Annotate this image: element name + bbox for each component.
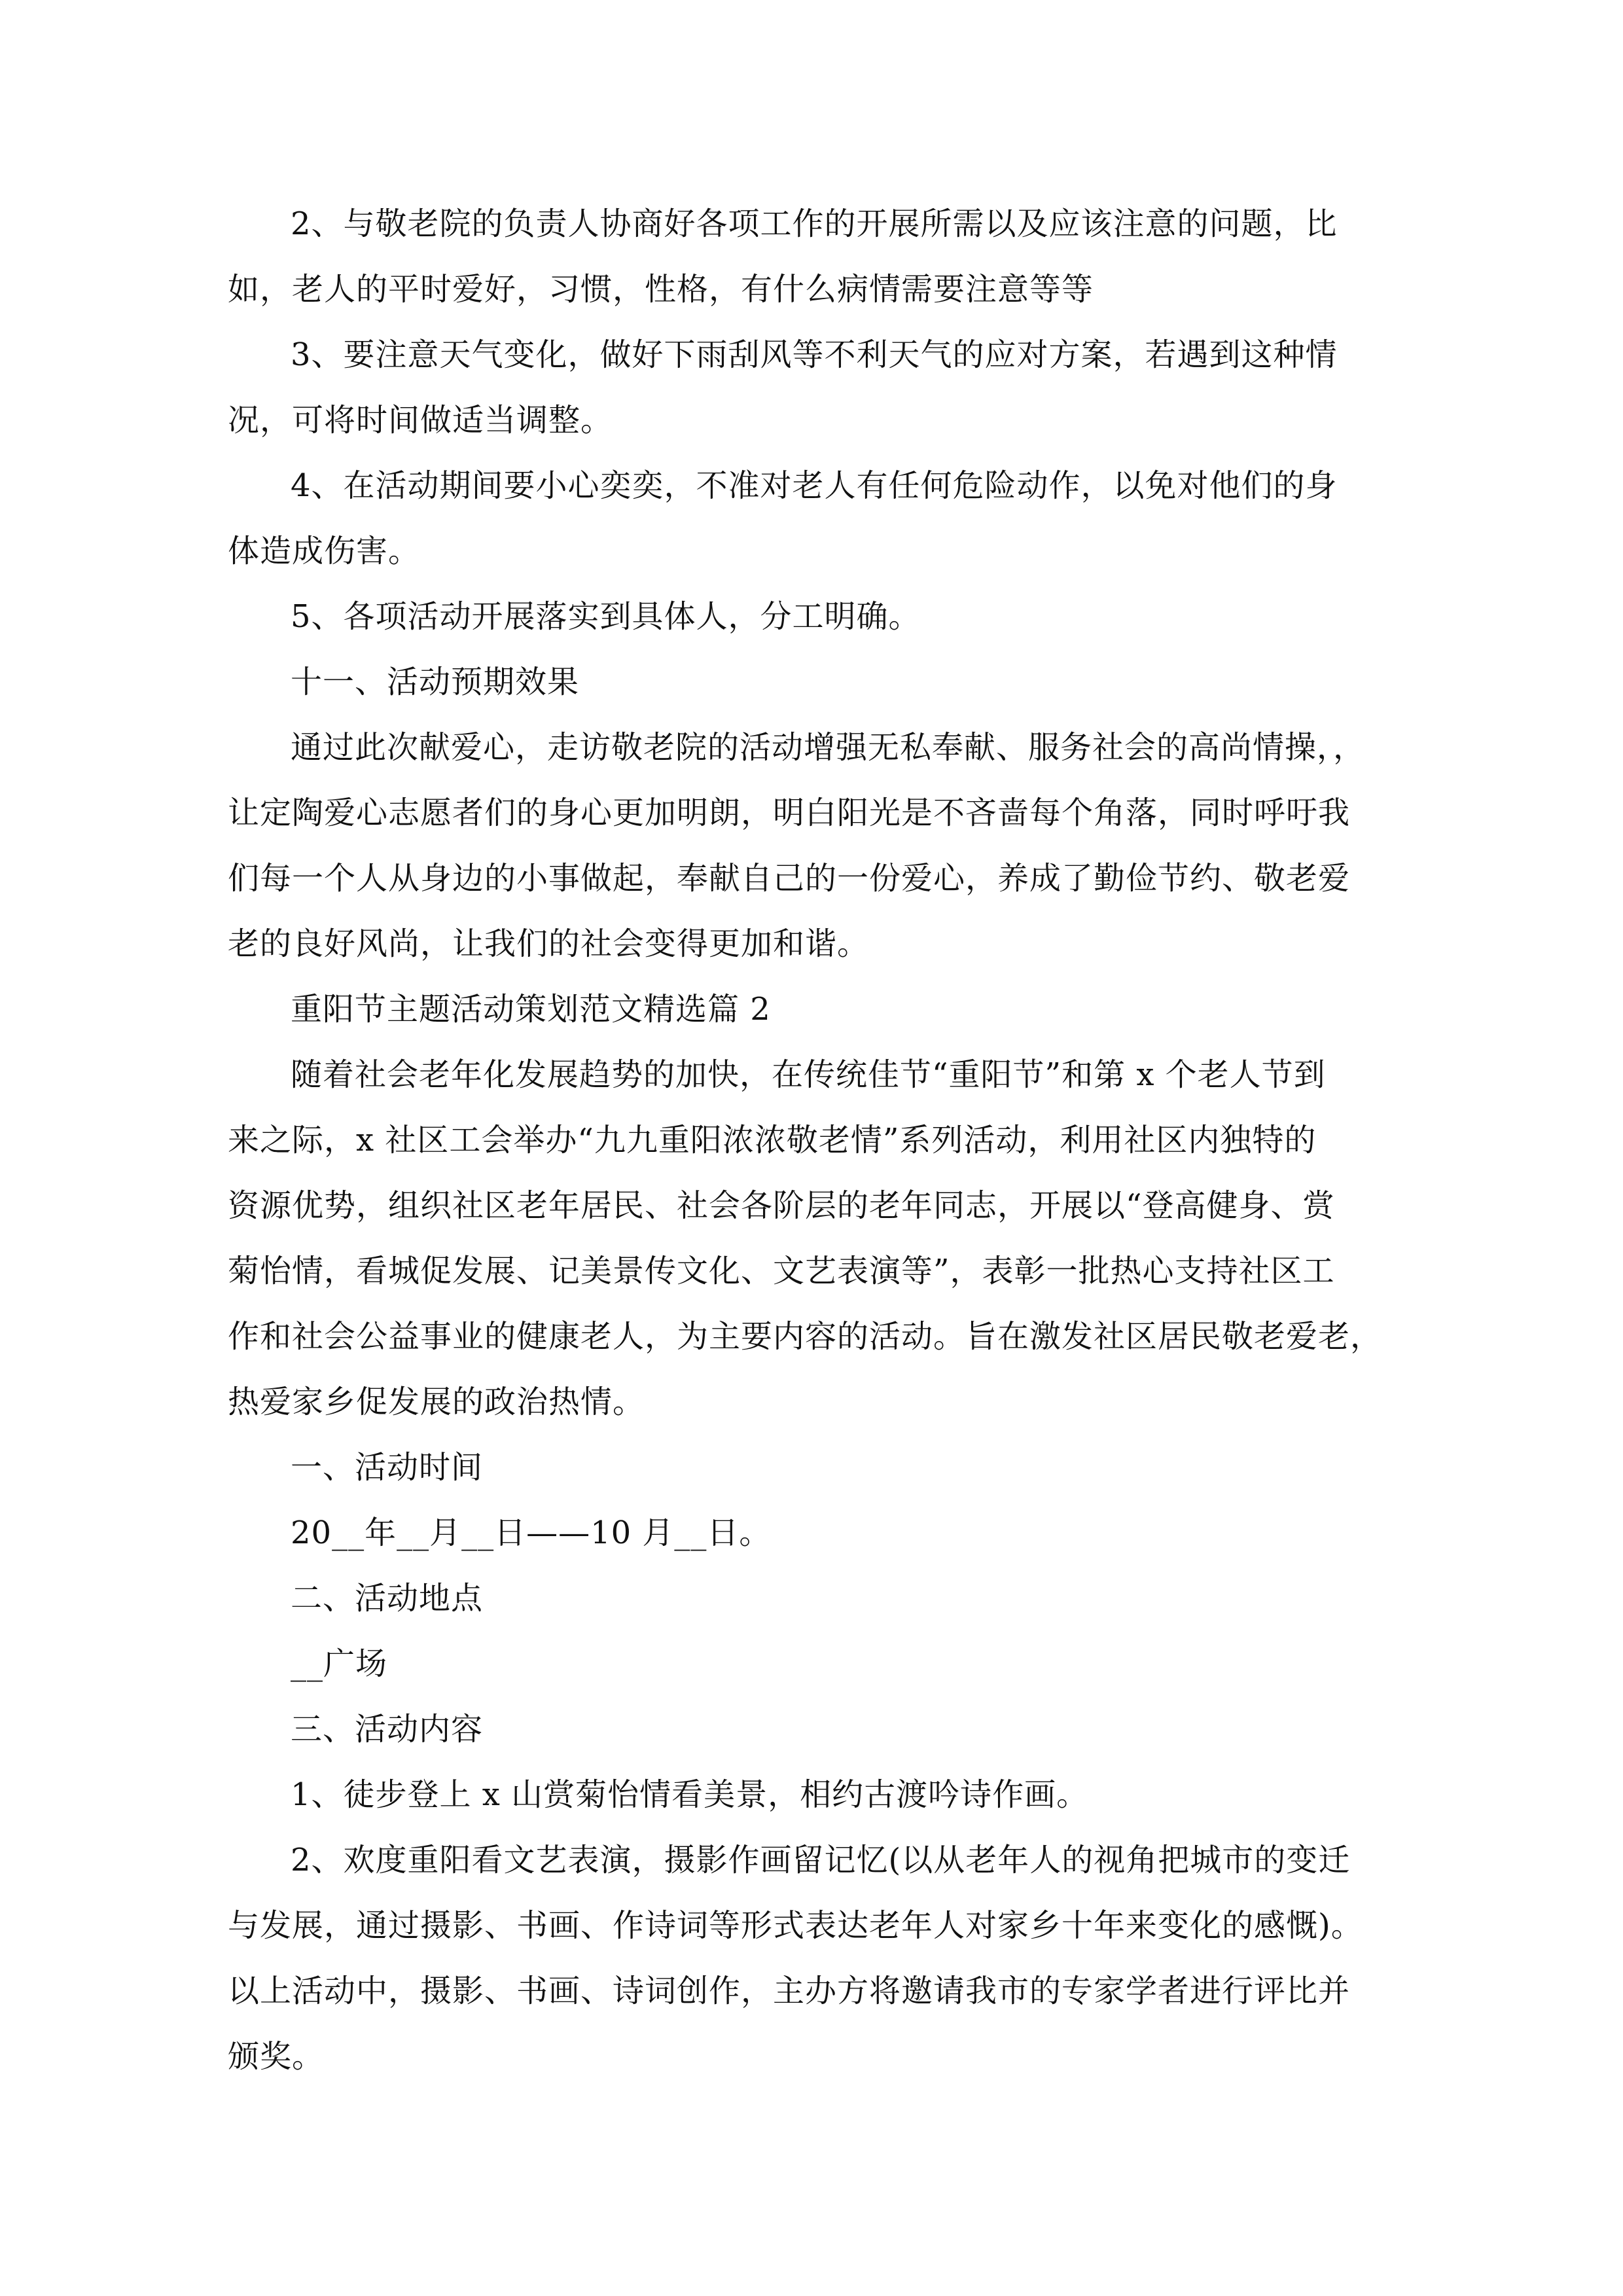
section-heading: 重阳节主题活动策划范文精选篇 2 [291,991,771,1028]
text-line: 1、徒步登上 x 山赏菊怡情看美景，相约古渡吟诗作画。 [291,1776,1089,1813]
text-line: 颁奖。 [228,2038,325,2075]
text-line: 5、各项活动开展落实到具体人，分工明确。 [291,598,921,635]
text-line: __广场 [291,1645,388,1682]
text-line: 况，可将时间做适当调整。 [228,402,613,439]
text-line: 们每一个人从身边的小事做起，奉献自己的一份爱心，养成了勤俭节约、敬老爱 [228,860,1351,897]
text-line: 以上活动中，摄影、书画、诗词创作，主办方将邀请我市的专家学者进行评比并 [228,1973,1351,2009]
text-line: 3、要注意天气变化，做好下雨刮风等不利天气的应对方案，若遇到这种情 [291,336,1338,373]
text-line: 资源优势，组织社区老年居民、社会各阶层的老年同志，开展以“登高健身、赏 [228,1187,1335,1224]
section-heading: 二、活动地点 [291,1580,484,1617]
text-line: 20__年__月__日——10 月__日。 [291,1515,772,1551]
text-line: 如，老人的平时爱好，习惯，性格，有什么病情需要注意等等 [228,271,1094,308]
section-heading: 一、活动时间 [291,1449,484,1486]
document-body [228,191,1398,2089]
text-line: 老的良好风尚，让我们的社会变得更加和谐。 [228,925,870,962]
text-line: 菊怡情，看城促发展、记美景传文化、文艺表演等”，表彰一批热心支持社区工 [228,1253,1335,1289]
text-line: 2、与敬老院的负责人协商好各项工作的开展所需以及应该注意的问题，比 [291,206,1338,242]
text-line: 4、在活动期间要小心奕奕，不准对老人有任何危险动作，以免对他们的身 [291,467,1338,504]
text-line: 体造成伤害。 [228,533,421,569]
text-line: 2、欢度重阳看文艺表演，摄影作画留记忆(以从老年人的视角把城市的变迁 [291,1842,1351,1878]
text-line: 作和社会公益事业的健康老人，为主要内容的活动。旨在激发社区居民敬老爱老， [228,1318,1383,1355]
text-line: 与发展，通过摄影、书画、作诗词等形式表达老年人对家乡十年来变化的感慨)。 [228,1907,1363,1944]
text-line: 随着社会老年化发展趋势的加快，在传统佳节“重阳节”和第 x 个老人节到 [291,1056,1326,1093]
text-line: 来之际，x 社区工会举办“九九重阳浓浓敬老情”系列活动，利用社区内独特的 [228,1122,1317,1158]
text-line: 热爱家乡促发展的政治热情。 [228,1384,645,1420]
section-heading: 十一、活动预期效果 [291,664,580,700]
text-line: 让定陶爱心志愿者们的身心更加明朗，明白阳光是不吝啬每个角落，同时呼吁我 [228,795,1351,831]
section-heading: 三、活动内容 [291,1711,484,1748]
text-line: 通过此次献爱心，走访敬老院的活动增强无私奉献、服务社会的高尚情操，， [291,729,1366,766]
